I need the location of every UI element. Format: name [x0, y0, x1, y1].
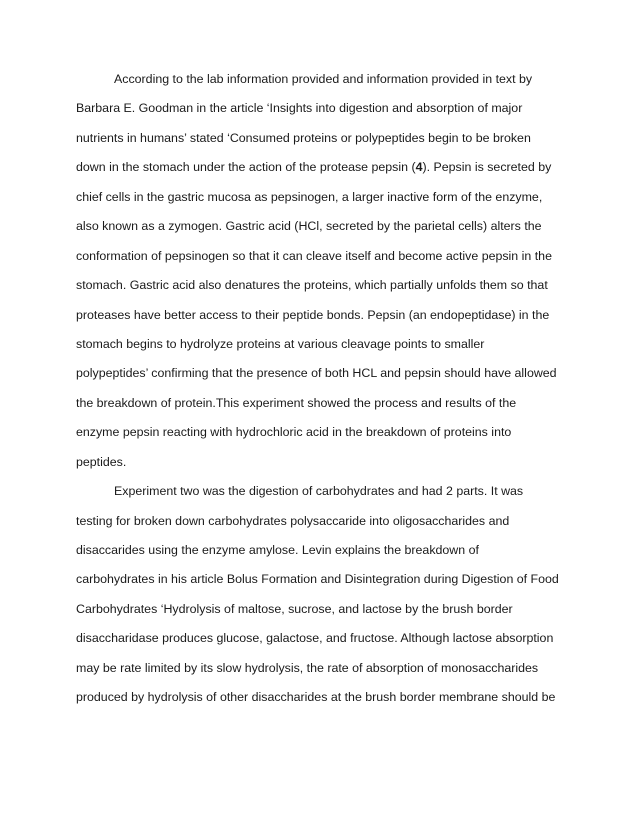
- text-line: peptides.: [76, 454, 127, 469]
- text-line: stomach. Gastric acid also denatures the proteins, which partially unfolds them so that: [76, 278, 548, 293]
- text-line: disaccarides using the enzyme amylose. Levin explains the breakdown of: [76, 543, 479, 557]
- text-line: may be rate limited by its slow hydrolysis, the rate of absorption of monosaccharides: [76, 660, 539, 675]
- text-line: carbohydrates in his article Bolus Formation and Disintegration during Digestion of Food: [76, 572, 559, 587]
- text-line-with-citation: [76, 153, 566, 182]
- text-line: Experiment two was the digestion of carbohydrates and had 2 parts. It was: [114, 484, 524, 499]
- text-line: the breakdown of protein.This experiment showed the process and results of the: [76, 395, 517, 410]
- text-line: conformation of pepsinogen so that it can cleave itself and become active pepsin in the: [76, 248, 552, 263]
- text-line: stomach begins to hydrolyze proteins at various cleavage points to smaller: [76, 336, 485, 351]
- text-line: chief cells in the gastric mucosa as pepsinogen, a larger inactive form of the enzyme,: [76, 189, 543, 204]
- text-line: proteases have better access to their peptide bonds. Pepsin (an endopeptidase) in the: [76, 307, 550, 322]
- text-line: also known as a zymogen. Gastric acid (HCl, secreted by the parietal cells) alters the: [76, 219, 542, 234]
- text-line: Carbohydrates ‘Hydrolysis of maltose, sucrose, and lactose by the brush border: [76, 601, 513, 616]
- text-line: enzyme pepsin reacting with hydrochloric acid in the breakdown of proteins into: [76, 425, 512, 440]
- text-line: produced by hydrolysis of other disaccharides at the brush border membrane should be: [76, 690, 556, 705]
- text-line: nutrients in humans’ stated ‘Consumed proteins or polypeptides begin to be broken: [76, 130, 531, 145]
- text-segment: down in the stomach under the action of the protease pepsin (: [76, 160, 416, 175]
- text-line: Barbara E. Goodman in the article ‘Insights into digestion and absorption of major: [76, 101, 523, 116]
- text-line: testing for broken down carbohydrates polysaccaride into oligosaccharides and: [76, 513, 510, 528]
- body-text: [76, 65, 566, 713]
- text-line: disaccharidase produces glucose, galactose, and fructose. Although lactose absorption: [76, 631, 554, 646]
- citation-number: 4: [415, 160, 423, 175]
- text-segment: ). Pepsin is secreted by: [422, 160, 552, 175]
- text-line: polypeptides’ confirming that the presence of both HCL and pepsin should have allowed: [76, 366, 557, 381]
- text-line: According to the lab information provided and information provided in text by: [114, 72, 533, 86]
